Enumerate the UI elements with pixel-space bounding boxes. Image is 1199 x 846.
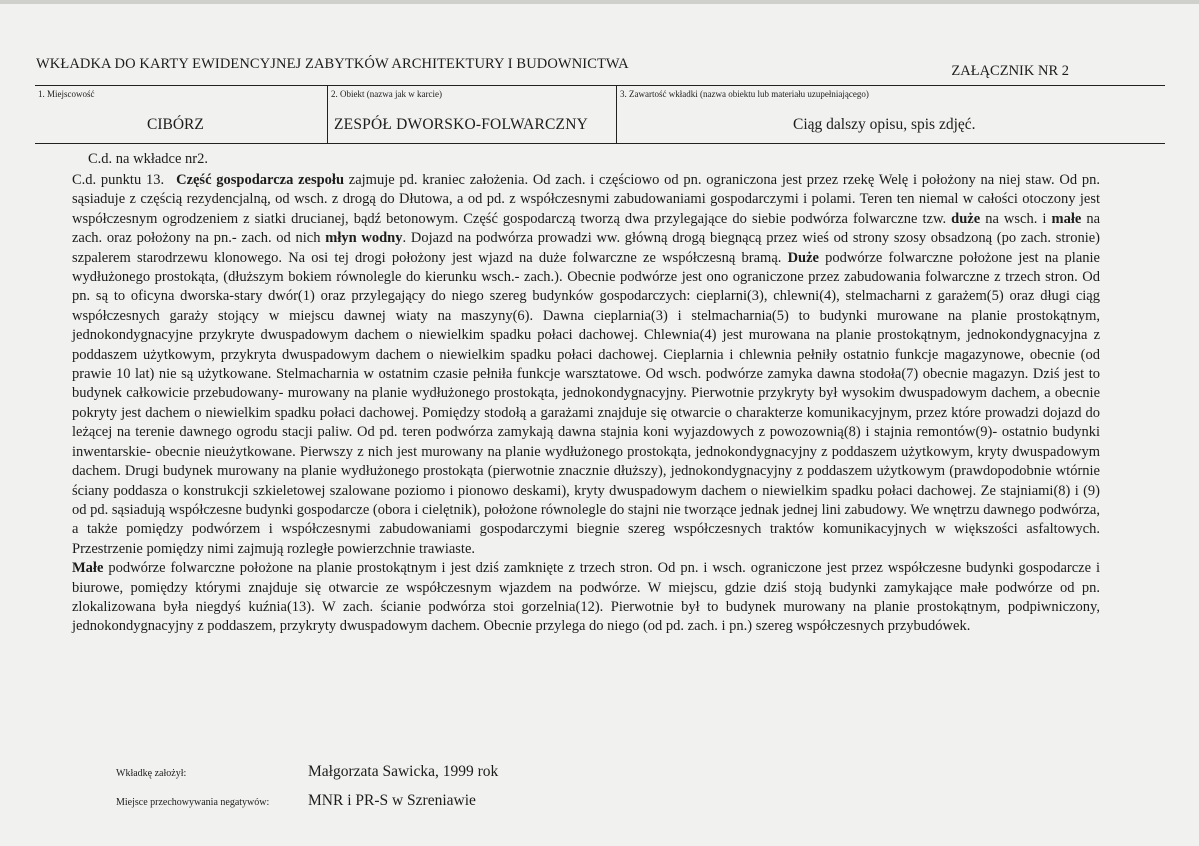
bold-term: Duże — [787, 249, 819, 266]
scan-edge — [0, 0, 1199, 4]
bold-term: Część gospodarcza zespołu — [176, 172, 345, 188]
paragraph-2-text — [72, 560, 1100, 634]
place-label: 1. Miejscowość — [38, 89, 95, 99]
content-cell — [616, 86, 1165, 143]
paragraph-small-yard — [72, 559, 1100, 637]
bold-term: duże — [951, 210, 981, 227]
point-label: C.d. punktu 13. — [72, 172, 165, 188]
text-run: podwórze folwarczne położone jest na planie wydłużonego prostokąta, (dłuższym bokiem równolegle do kierunku wsch.- zach.). Obecnie podwórze jest ono ograniczone przez zabudowania folwarczne z trzech stron. Od pn. są to oficyna dworska-stary dwór(1) oraz przylegający do niego szereg budynków gospodarczych: cieplarni(3), chlewni(4), stelmacharni z garażem(5) oraz długi ciąg współczesnych garaży stojący w miejscu dawnej wiaty na maszyny(6). Dawna cieplarnia(3) i stelmacharnia(5) to budynki murowane na planie prostokątnym, jednokondygnacyjne przykryte dwuspadowym dachem o niewielkim spadku połaci dachowej. Chlewnia(4) jest murowana na planie prostokątnym, jednokondygnacyjna z poddaszem użytkowym, przykryta dwuspadowym dachem o niewielkim spadku połaci dachowej. Cieplarnia i chlewnia pełniły ostatnio funkcje magazynowe, obecnie (od prawie 10 lat) nie są użytkowane. Stelmacharnia w ostatnim czasie pełniła funkcje warsztatowe. Od wsch. podwórze zamyka dawna stodoła(7) obecnie magazyn. Dziś jest to budynek całkowicie przebudowany- murowany na planie wydłużonego prostokąta, jednokondygnacyjny. Pierwotnie przykryty był wysokim dwuspadowym dachem, a obecnie pokryty jest dachem o niewielkim spadku połaci dachowej. Pomiędzy stodołą a garażami znajduje się otwarcie o charakterze komunikacyjnym, przez które prowadzi dojazd do leżącej na terenie dawnego ogrodu stacji paliw. Od pd. teren podwórza zamykają dawna stajnia koni wyjazdowych z powozownią(8) i stajnia remontów(9)- ostatnio budynki inwentarskie- obecnie nieużytkowane. Pierwszy z nich jest murowany na planie wydłużonego prostokąta, jednokondygnacyjny z poddaszem użytkowym, kryty dwuspadowym dachem. Drugi budynek murowany na planie wydłużonego prostokąta (pierwotnie znacznie dłuższy), jednokondygnacyjny z poddaszem użytkowym (prawdopodobnie wtórnie ściany poddasza o konstrukcji szkieletowej szalowane poziomo i pionowo deskami), kryty dwuspadowym dachem o niewielkim spadku połaci dachowej. Ze stajniami(8) i (9) od pd. sąsiadują współczesne budynki gospodarcze (obora i cielętnik), położone równolegle do stajni nie tworzące jednak jednej lini zabudowy. We wnętrzu dawnego podwórza, a także pomiędzy podwórzem i współczesnymi zabudowaniami gospodarczymi biegnie szereg współczesnych traktów komunikacyjnych w większości asfaltowych. Przestrzenie pomiędzy nimi zajmują rozległe powierzchnie trawiaste. — [72, 249, 1100, 557]
storage-label: Miejsce przechowywania negatywów: — [116, 797, 270, 808]
creator-row — [116, 763, 498, 781]
paragraph-1-text — [72, 172, 1100, 557]
object-value: ZESPÓŁ DWORSKO-FOLWARCZNY — [334, 116, 589, 133]
bold-term: Małe — [72, 560, 104, 577]
text-run: podwórze folwarczne położone na planie prostokątnym i jest dziś zamknięte z trzech stron. Od pn. i wsch. ograniczone jest przez współczesne budynki gospodarcze i biurowe, pomiędzy którymi znajduje się otwarcie ze współczesnym wjazdem na podwórze. W miejscu, gdzie dziś stoją budynki zamykające małe podwórze od pn. zlokalizowana była niegdyś kuźnia(13). W zach. ścianie podwórza stoi gorzelnia(12). Pierwotnie był to budynek murowany na planie prostokątnym, podpiwniczony, jednokondygnacyjny z poddaszem, przykryty dwuspadowym dachem. Obecnie przylega do niego (od pd. zach. i pn.) szereg współczesnych przybudówek. — [72, 560, 1100, 635]
creator-value: Małgorzata Sawicka, 1999 rok — [308, 763, 499, 780]
bold-term: młyn wodny — [325, 230, 403, 247]
text-run: na wsch. i — [980, 210, 1052, 227]
content-value: Ciąg dalszy opisu, spis zdjęć. — [793, 116, 976, 133]
text-run: . Dojazd na podwórza prowadzi ww. główną drogą biegnącą przez wieś od strony szosy obsadzoną (po zach. stronie) szpalerem starodrzewu klonowego. Na osi tej drogi położony jest wjazd na duże folwarczne ze współczesną bramą. — [72, 230, 1101, 266]
text-run: na zach. oraz położony na pn.- zach. od nich — [72, 210, 1101, 247]
continuation-note: C.d. na wkładce nr2. — [88, 151, 208, 167]
text-run: zajmuje pd. kraniec założenia. Od zach. i częściowo od pn. ograniczona jest przez rzekę Welę i położony na niej staw. Od pn. sąsiaduje z częścią rezydencjalną, od wsch. z drogą do Dłutowa, a od pd. z współczesnymi zabudowaniami gospodarczymi i polami. Teren ten niemal w całości otoczony jest współczesnym ogrodzeniem z siatki drucianej, bądź betonowym. Część gospodarczą tworzą dwa przylegające do siebie podwórza folwarczne tzw. — [72, 172, 1100, 227]
paragraph-economic-part — [72, 171, 1100, 559]
content-label: 3. Zawartość wkładki (nazwa obiektu lub materiału uzupełniającego) — [620, 89, 869, 99]
storage-value: MNR i PR-S w Szreniawie — [308, 792, 476, 809]
description-body — [72, 171, 1100, 637]
place-value: CIBÓRZ — [147, 116, 204, 133]
header-table — [35, 85, 1165, 144]
creator-label: Wkładkę założył: — [116, 768, 187, 779]
object-label: 2. Obiekt (nazwa jak w karcie) — [331, 89, 442, 99]
document-title: WKŁADKA DO KARTY EWIDENCYJNEJ ZABYTKÓW ARCHITEKTURY I BUDOWNICTWA — [36, 56, 629, 72]
object-cell — [327, 86, 616, 143]
negatives-storage-row — [116, 792, 476, 810]
attachment-number: ZAŁĄCZNIK NR 2 — [951, 63, 1069, 79]
bold-term: małe — [1051, 210, 1082, 227]
place-cell — [35, 86, 327, 143]
